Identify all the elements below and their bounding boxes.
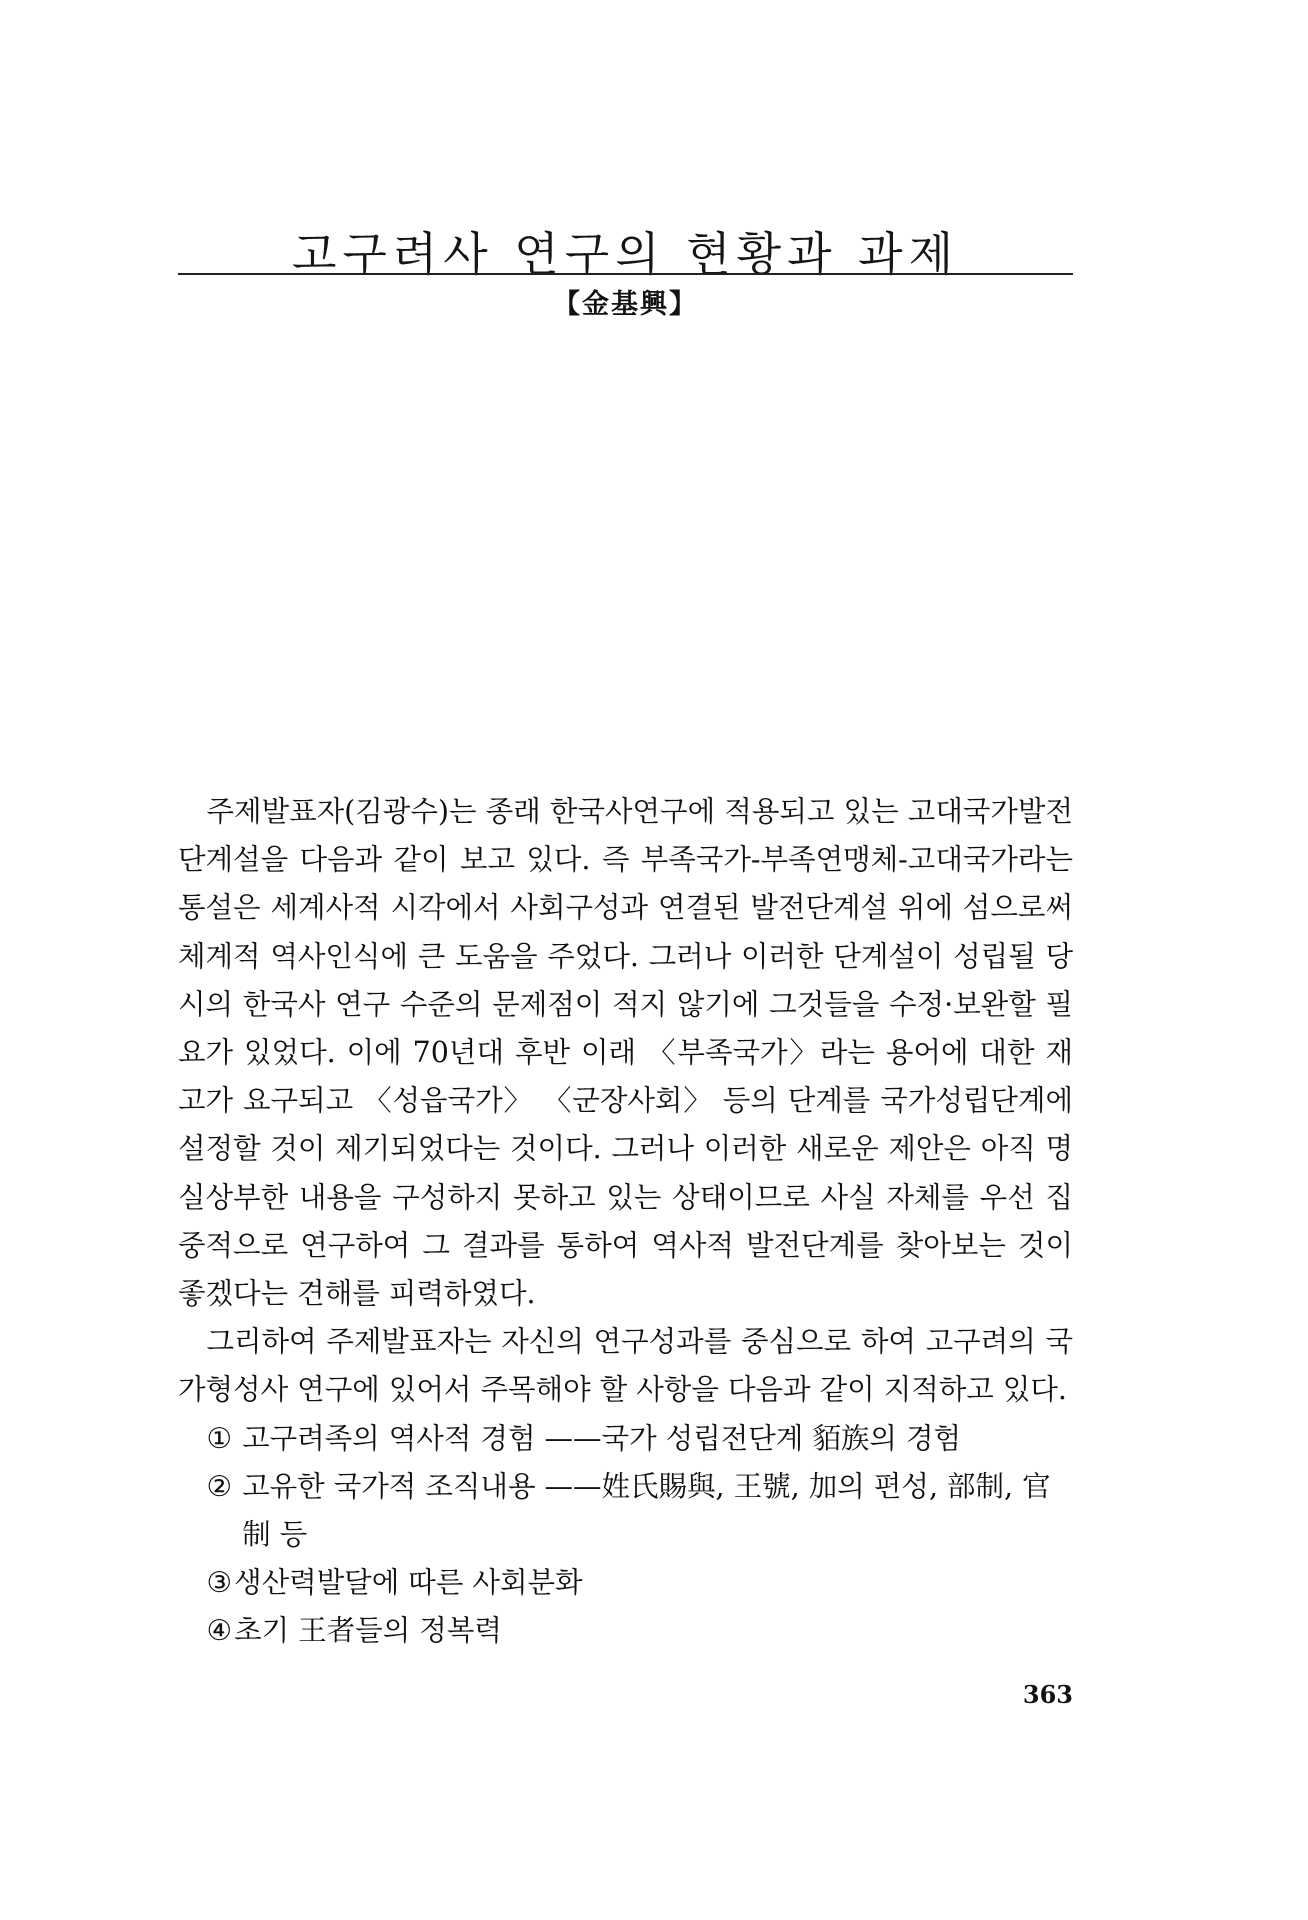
article-body (178, 788, 1073, 1656)
list-item-number: ① (206, 1421, 233, 1455)
list-item (178, 1607, 1073, 1655)
author-name: 【金基興】 (553, 289, 698, 320)
point-list (178, 1415, 1073, 1656)
list-item (178, 1559, 1073, 1607)
list-item-text: 초기 王者들의 정복력 (234, 1614, 502, 1648)
list-item-text: 고유한 국가적 조직내용 ——姓氏賜與, 王號, 加의 편성, 部制, 官制 등 (242, 1469, 1051, 1552)
article-title: 고구려사 연구의 현황과 과제 (291, 227, 960, 281)
list-item-number: ④ (206, 1614, 233, 1648)
page-number: 363 (1022, 1680, 1073, 1709)
title-rule (178, 273, 1073, 275)
list-item-number: ③ (206, 1566, 233, 1600)
list-item (178, 1463, 1073, 1559)
list-item (178, 1415, 1073, 1463)
body-paragraph: 주제발표자(김광수)는 종래 한국사연구에 적용되고 있는 고대국가발전단계설을 다음과 같이 보고 있다. 즉 부족국가-부족연맹체-고대국가라는 통설은 세계사적 시각에서 사회구성과 연결된 발전단계설 위에 섬으로써 체계적 역사인식에 큰 도움을 주었다. 그러나 이러한 단계설이 성립될 당시의 한국사 연구 수준의 문제점이 적지 않기에 그것들을 수정·보완할 필요가 있었다. 이에 70년대 후반 이래 〈부족국가〉라는 용어에 대한 재고가 요구되고 〈성읍국가〉 〈군장사회〉 등의 단계를 국가성립단계에 설정할 것이 제기되었다는 것이다. 그러나 이러한 새로운 제안은 아직 명실상부한 내용을 구성하지 못하고 있는 상태이므로 사실 자체를 우선 집중적으로 연구하여 그 결과를 통하여 역사적 발전단계를 찾아보는 것이 좋겠다는 견해를 피력하였다. (178, 795, 1073, 1311)
list-item-number: ② (206, 1469, 233, 1503)
list-item-text: 생산력발달에 따른 사회분화 (234, 1566, 583, 1600)
list-item-text: 고구려족의 역사적 경험 ——국가 성립전단계 貊族의 경험 (242, 1421, 962, 1455)
body-paragraph: 그리하여 주제발표자는 자신의 연구성과를 중심으로 하여 고구려의 국가형성사 연구에 있어서 주목해야 할 사항을 다음과 같이 지적하고 있다. (178, 1325, 1073, 1407)
